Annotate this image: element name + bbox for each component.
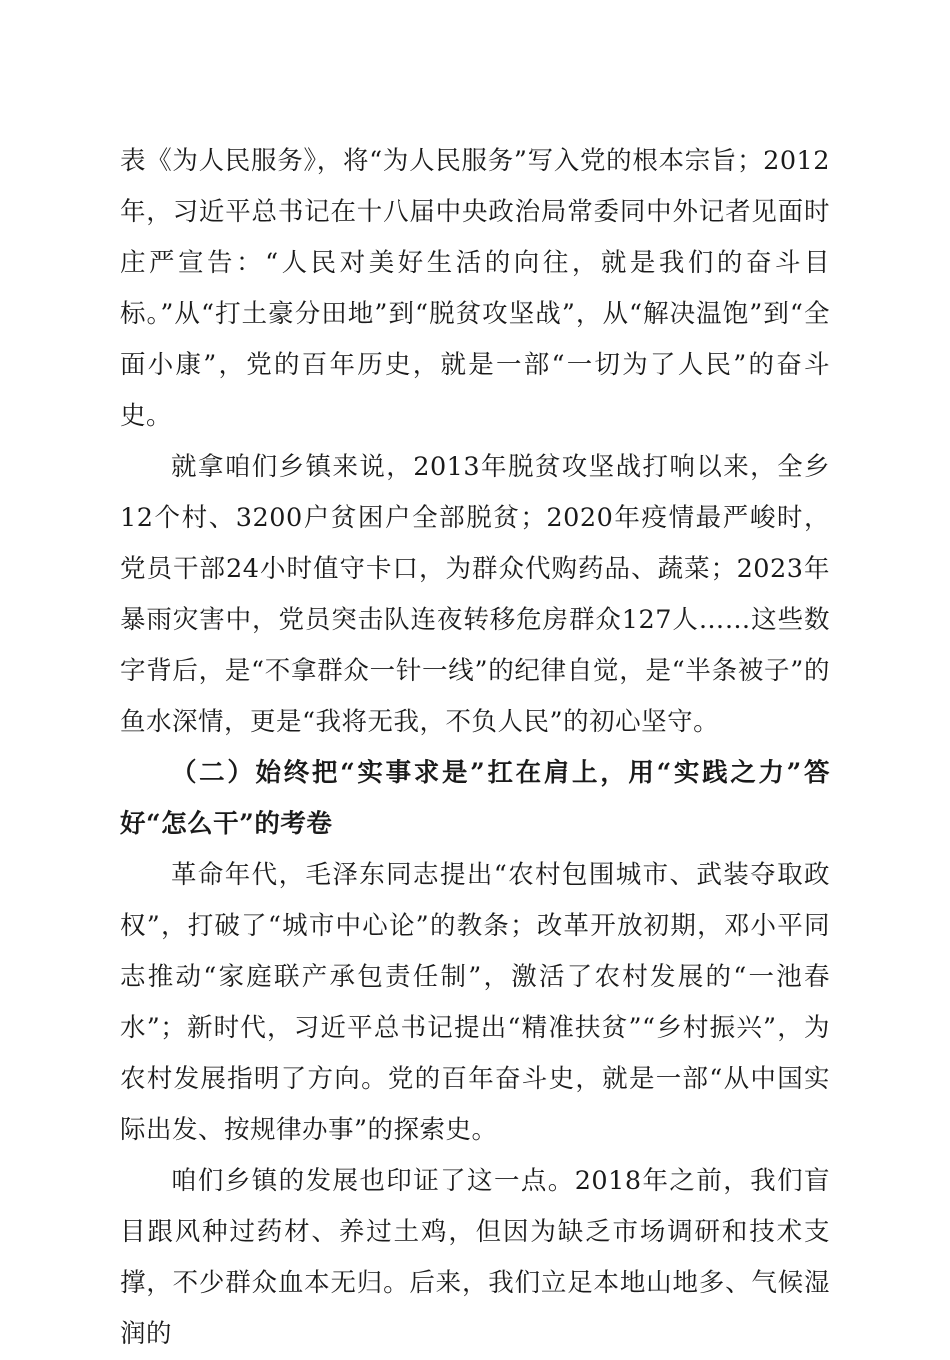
- document-body: [120, 136, 830, 1360]
- paragraph-body: 革命年代，毛泽东同志提出“农村包围城市、武装夺取政权”，打破了“城市中心论”的教条；改革开放初期，邓小平同志推动“家庭联产承包责任制”，激活了农村发展的“一池春水”；新时代，习近平总书记提出“精准扶贫”“乡村振兴”，为农村发展指明了方向。党的百年奋斗史，就是一部“从中国实际出发、按规律办事”的探索史。: [120, 860, 830, 1145]
- paragraph-body: 咱们乡镇的发展也印证了这一点。2018年之前，我们盲目跟风种过药材、养过土鸡，但因为缺乏市场调研和技术支撑，不少群众血本无归。后来，我们立足本地山地多、气候湿润的: [120, 1166, 830, 1349]
- paragraph-body: 就拿咱们乡镇来说，2013年脱贫攻坚战打响以来，全乡12个村、3200户贫困户全部脱贫；2020年疫情最严峻时，党员干部24小时值守卡口，为群众代购药品、蔬菜；2023年暴雨灾害中，党员突击队连夜转移危房群众127人……这些数字背后，是“不拿群众一针一线”的纪律自觉，是“半条被子”的鱼水深情，更是“我将无我，不负人民”的初心坚守。: [120, 452, 830, 737]
- paragraph-continuation: 表《为人民服务》，将“为人民服务”写入党的根本宗旨；2012年，习近平总书记在十八届中央政治局常委同中外记者见面时庄严宣告：“人民对美好生活的向往，就是我们的奋斗目标。”从“打土豪分田地”到“脱贫攻坚战”，从“解决温饱”到“全面小康”，党的百年历史，就是一部“一切为了人民”的奋斗史。: [120, 146, 830, 431]
- section-heading: （二）始终把“实事求是”扛在肩上，用“实践之力”答好“怎么干”的考卷: [120, 758, 830, 839]
